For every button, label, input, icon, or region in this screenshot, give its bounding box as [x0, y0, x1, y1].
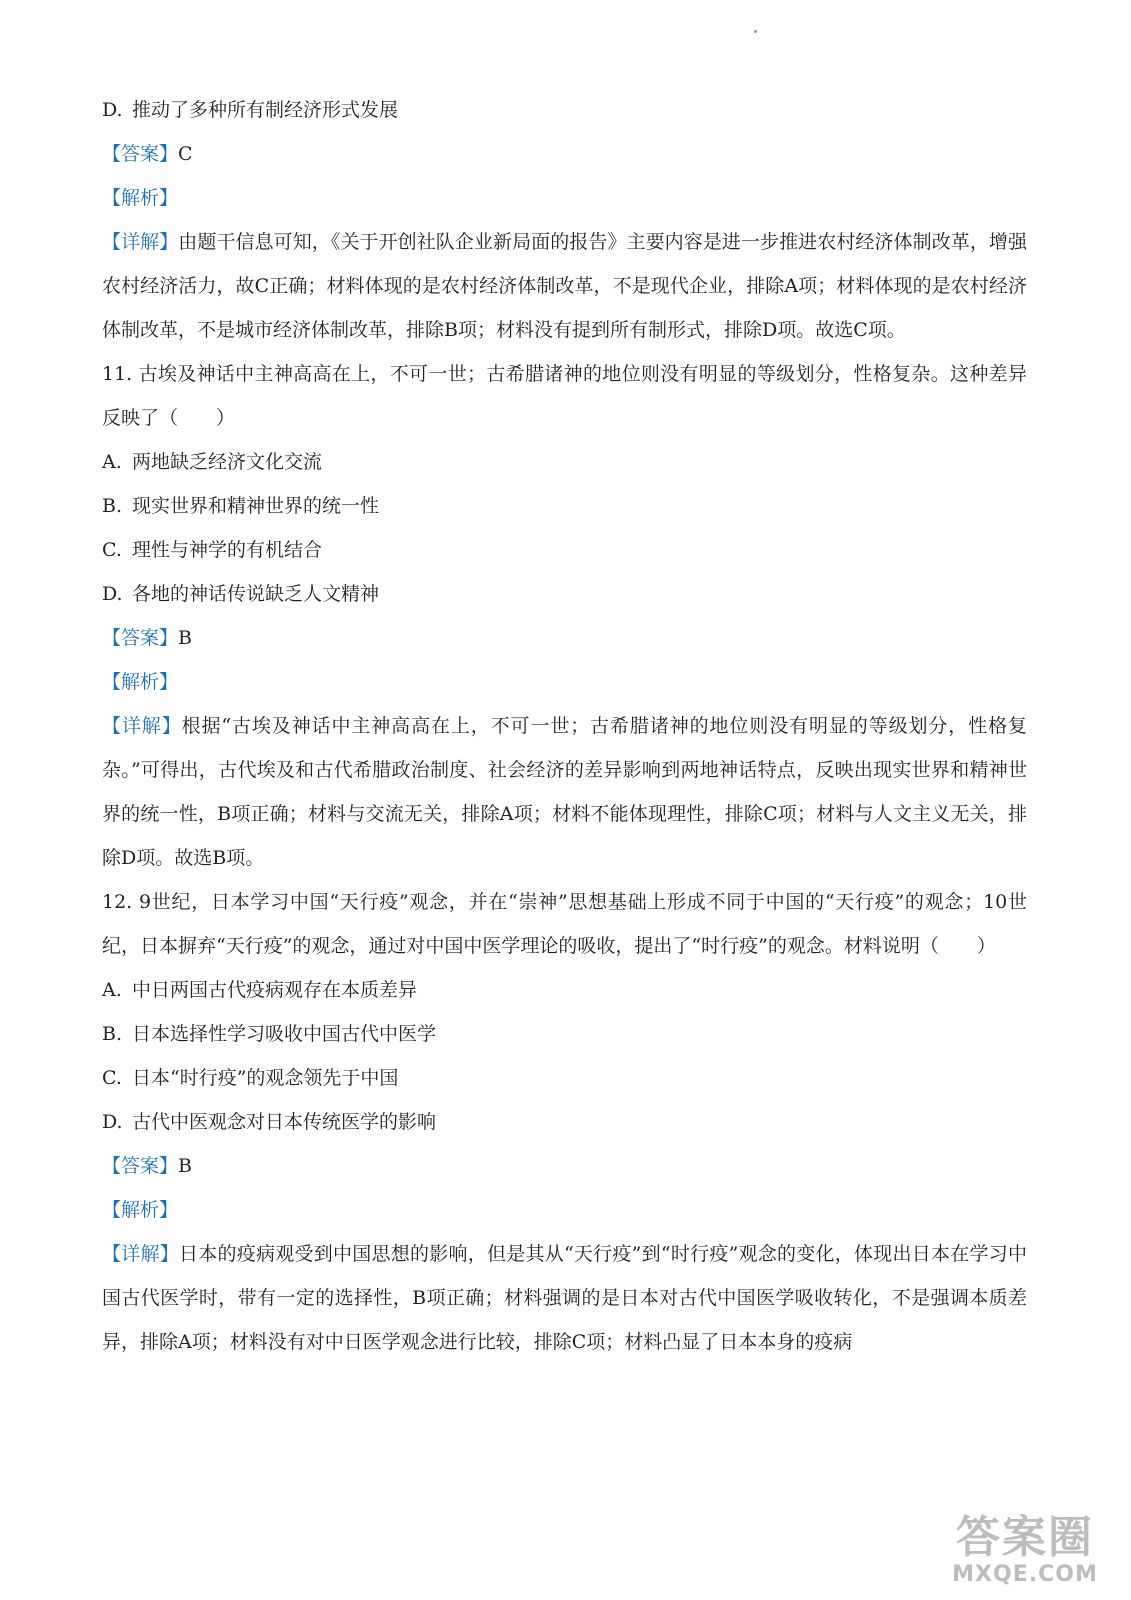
q11-stem: 11. 古埃及神话中主神高高在上，不可一世；古希腊诸神的地位则没有明显的等级划分，性格复杂。这种差异反映了（ ） [102, 363, 1027, 429]
q10-answer [102, 132, 1027, 176]
document-page [102, 88, 1027, 1364]
q11-analysis-heading: 【解析】 [102, 671, 179, 693]
q10-detail: 【详解】由题干信息可知，《关于开创社队企业新局面的报告》主要内容是进一步推进农村经济体制改革，增强农村经济活力，故C正确；材料体现的是农村经济体制改革，不是现代企业，排除A项；材料体现的是农村经济体制改革，不是城市经济体制改革，排除B项；材料没有提到所有制形式，排除D项。故选C项。 [102, 231, 1027, 341]
scan-dot [754, 30, 757, 33]
q12-analysis-heading: 【解析】 [102, 1199, 179, 1221]
answer-value: C [178, 143, 193, 165]
watermark-url: MXQE.COM [952, 1562, 1098, 1587]
site-watermark [925, 1514, 1125, 1594]
answer-tag: 【答案】 [102, 627, 179, 649]
q11-option-a: A. 两地缺乏经济文化交流 [102, 451, 323, 473]
q12-stem: 12. 9世纪，日本学习中国“天行疫”观念，并在“崇神”思想基础上形成不同于中国的“天行疫”的观念；10世纪，日本摒弃“天行疫”的观念，通过对中国中医学理论的吸收，提出了“时行疫”的观念。材料说明（ ） [102, 891, 1027, 957]
watermark-logo: 答案圈 [956, 1512, 1094, 1563]
q12-detail: 【详解】日本的疫病观受到中国思想的影响，但是其从“天行疫”到“时行疫”观念的变化，体现出日本在学习中国古代医学时，带有一定的选择性，B项正确；材料强调的是日本对古代中国医学吸收转化，不是强调本质差异，排除A项；材料没有对中日医学观念进行比较，排除C项；材料凸显了日本本身的疫病 [102, 1243, 1027, 1353]
answer-tag: 【答案】 [102, 1155, 179, 1177]
q11-answer [102, 616, 1027, 660]
q12-option-a: A. 中日两国古代疫病观存在本质差异 [102, 979, 418, 1001]
q12-answer [102, 1144, 1027, 1188]
answer-value: B [178, 627, 192, 649]
q10-option-d: D. 推动了多种所有制经济形式发展 [102, 99, 399, 121]
answer-tag: 【答案】 [102, 143, 179, 165]
q11-option-d: D. 各地的神话传说缺乏人文精神 [102, 583, 380, 605]
answer-value: B [178, 1155, 192, 1177]
q12-option-d: D. 古代中医观念对日本传统医学的影响 [102, 1111, 437, 1133]
q11-option-c: C. 理性与神学的有机结合 [102, 539, 323, 561]
q11-option-b: B. 现实世界和精神世界的统一性 [102, 495, 380, 517]
q12-option-b: B. 日本选择性学习吸收中国古代中医学 [102, 1023, 437, 1045]
q10-analysis-heading: 【解析】 [102, 187, 179, 209]
q12-option-c: C. 日本“时行疫”的观念领先于中国 [102, 1067, 399, 1089]
q11-detail: 【详解】根据“古埃及神话中主神高高在上，不可一世；古希腊诸神的地位则没有明显的等级划分，性格复杂。”可得出，古代埃及和古代希腊政治制度、社会经济的差异影响到两地神话特点，反映出现实世界和精神世界的统一性，B项正确；材料与交流无关，排除A项；材料不能体现理性，排除C项；材料与人文主义无关，排除D项。故选B项。 [102, 715, 1027, 869]
